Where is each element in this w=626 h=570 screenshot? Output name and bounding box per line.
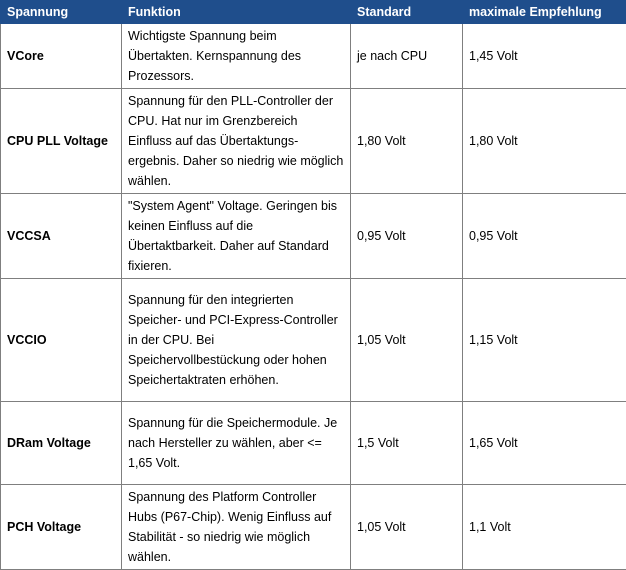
cell-standard: je nach CPU xyxy=(351,24,463,89)
cell-funktion: Spannung für die Speichermodule. Je nach Hersteller zu wählen, aber <= 1,65 Volt. xyxy=(122,402,351,485)
cell-spannung: VCCSA xyxy=(1,194,122,279)
table-row xyxy=(1,279,626,402)
cell-funktion: Spannung des Platform Controller Hubs (P67-Chip). Wenig Einfluss auf Stabilität - so niedrig wie möglich wählen. xyxy=(122,485,351,570)
table-row xyxy=(1,89,626,194)
header-standard: Standard xyxy=(351,1,463,24)
table-row xyxy=(1,24,626,89)
cell-funktion: Spannung für den PLL-Controller der CPU. Hat nur im Grenzbereich Einfluss auf das Übertaktungs-ergebnis. Daher so niedrig wie möglich wählen. xyxy=(122,89,351,194)
cell-empfehlung: 1,65 Volt xyxy=(463,402,626,485)
cell-funktion: Spannung für den integrierten Speicher- und PCI-Express-Controller in der CPU. Bei Speichervollbestückung oder hohen Speichertaktraten erhöhen. xyxy=(122,279,351,402)
cell-standard: 1,5 Volt xyxy=(351,402,463,485)
table-header xyxy=(1,1,626,24)
table-row xyxy=(1,194,626,279)
header-empfehlung: maximale Empfehlung xyxy=(463,1,626,24)
table-body xyxy=(1,24,626,570)
cell-funktion: Wichtigste Spannung beim Übertakten. Kernspannung des Prozessors. xyxy=(122,24,351,89)
cell-standard: 1,80 Volt xyxy=(351,89,463,194)
header-spannung: Spannung xyxy=(1,1,122,24)
cell-spannung: PCH Voltage xyxy=(1,485,122,570)
cell-funktion: "System Agent" Voltage. Geringen bis keinen Einfluss auf die Übertaktbarkeit. Daher auf Standard fixieren. xyxy=(122,194,351,279)
cell-spannung: VCore xyxy=(1,24,122,89)
cell-empfehlung: 1,45 Volt xyxy=(463,24,626,89)
cell-spannung: CPU PLL Voltage xyxy=(1,89,122,194)
table-row xyxy=(1,485,626,570)
header-row xyxy=(1,1,626,24)
cell-empfehlung: 1,1 Volt xyxy=(463,485,626,570)
cell-standard: 0,95 Volt xyxy=(351,194,463,279)
cell-empfehlung: 1,15 Volt xyxy=(463,279,626,402)
cell-empfehlung: 1,80 Volt xyxy=(463,89,626,194)
header-funktion: Funktion xyxy=(122,1,351,24)
cell-spannung: DRam Voltage xyxy=(1,402,122,485)
cell-standard: 1,05 Volt xyxy=(351,279,463,402)
table-row xyxy=(1,402,626,485)
cell-standard: 1,05 Volt xyxy=(351,485,463,570)
cell-empfehlung: 0,95 Volt xyxy=(463,194,626,279)
cell-spannung: VCCIO xyxy=(1,279,122,402)
